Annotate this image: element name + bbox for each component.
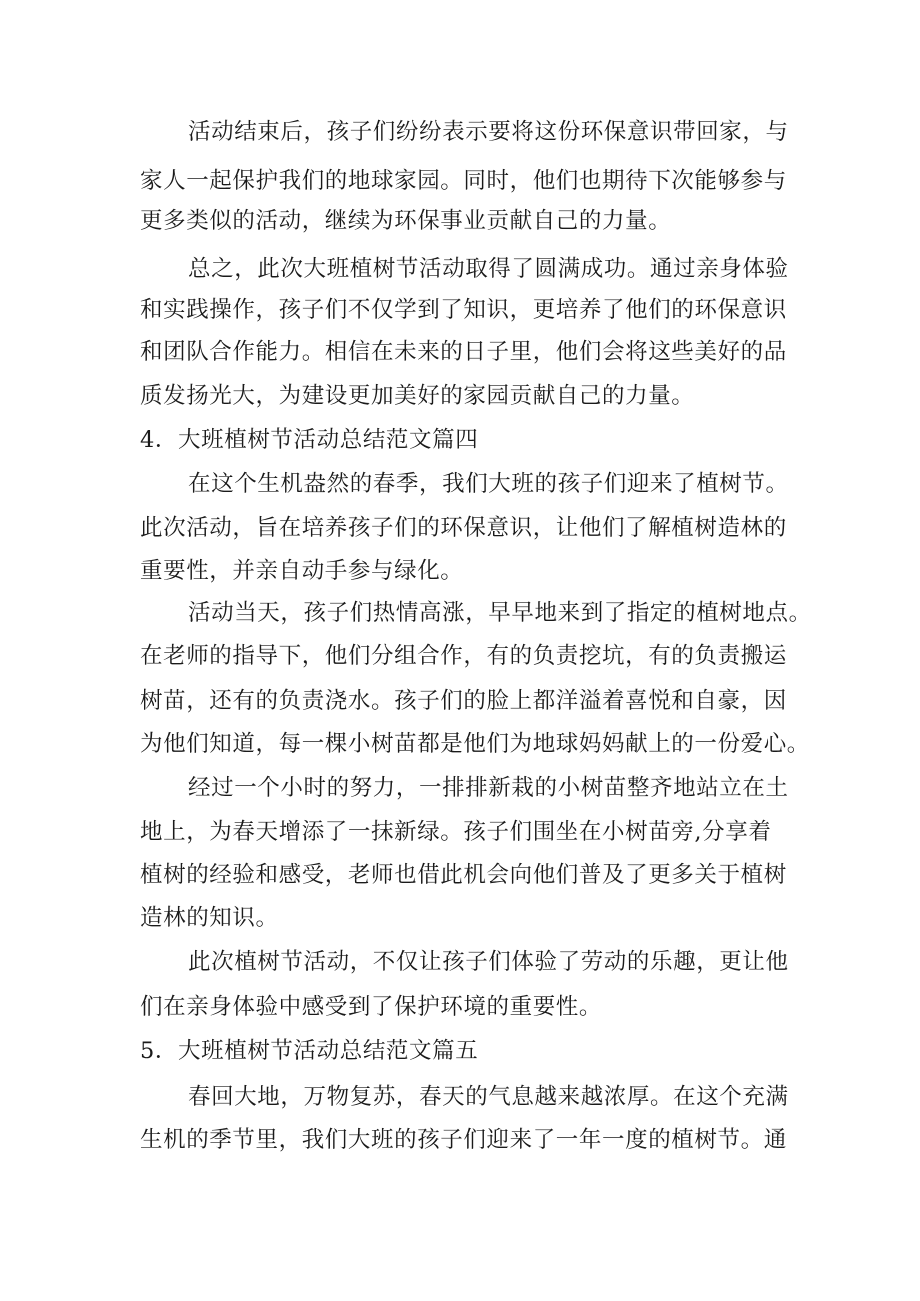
paragraph-line: 质发扬光大，为建设更加美好的家园贡献自己的力量。 (140, 383, 695, 409)
paragraph-line: 树苗，还有的负责浇水。孩子们的脸上都洋溢着喜悦和自豪，因 (140, 688, 787, 714)
paragraph-line: 此次活动，旨在培养孩子们的环保意识，让他们了解植树造林的 (140, 515, 787, 541)
paragraph-line: 和团队合作能力。相信在未来的日子里，他们会将这些美好的品 (140, 339, 787, 365)
paragraph-line: 为他们知道，每一棵小树苗都是他们为地球妈妈献上的一份爱心。 (140, 731, 810, 757)
paragraph-line: 活动当天，孩子们热情高涨，早早地来到了指定的植树地点。 (188, 600, 812, 626)
paragraph-line: 地上，为春天增添了一抹新绿。孩子们围坐在小树苗旁,分享着 (140, 819, 772, 845)
paragraph-line: 总之，此次大班植树节活动取得了圆满成功。通过亲身体验 (188, 256, 789, 282)
paragraph-line: 更多类似的活动，继续为环保事业贡献自己的力量。 (140, 208, 672, 234)
paragraph-line: 活动结束后，孩子们纷纷表示要将这份环保意识带回家，与 (188, 119, 789, 145)
paragraph-line: 春回大地，万物复苏，春天的气息越来越浓厚。在这个充满 (188, 1084, 789, 1110)
section-heading: 5．大班植树节活动总结范文篇五 (140, 1038, 479, 1064)
paragraph-line: 造林的知识。 (140, 905, 279, 931)
section-heading: 4．大班植树节活动总结范文篇四 (140, 427, 479, 453)
paragraph-line: 此次植树节活动，不仅让孩子们体验了劳动的乐趣，更让他 (188, 949, 789, 975)
paragraph-line: 在这个生机盎然的春季，我们大班的孩子们迎来了植树节。 (188, 471, 789, 497)
paragraph-line: 家人一起保护我们的地球家园。同时，他们也期待下次能够参与 (140, 168, 787, 194)
paragraph-line: 经过一个小时的努力，一排排新栽的小树苗整齐地站立在土 (188, 775, 789, 801)
paragraph-line: 植树的经验和感受，老师也借此机会向他们普及了更多关于植树 (140, 862, 787, 888)
paragraph-line: 们在亲身体验中感受到了保护环境的重要性。 (140, 994, 603, 1020)
paragraph-line: 在老师的指导下，他们分组合作，有的负责挖坑，有的负责搬运 (140, 643, 787, 669)
paragraph-line: 和实践操作，孩子们不仅学到了知识，更培养了他们的环保意识 (140, 297, 787, 323)
paragraph-line: 重要性，并亲自动手参与绿化。 (140, 558, 464, 584)
paragraph-line: 生机的季节里，我们大班的孩子们迎来了一年一度的植树节。通 (140, 1127, 787, 1153)
